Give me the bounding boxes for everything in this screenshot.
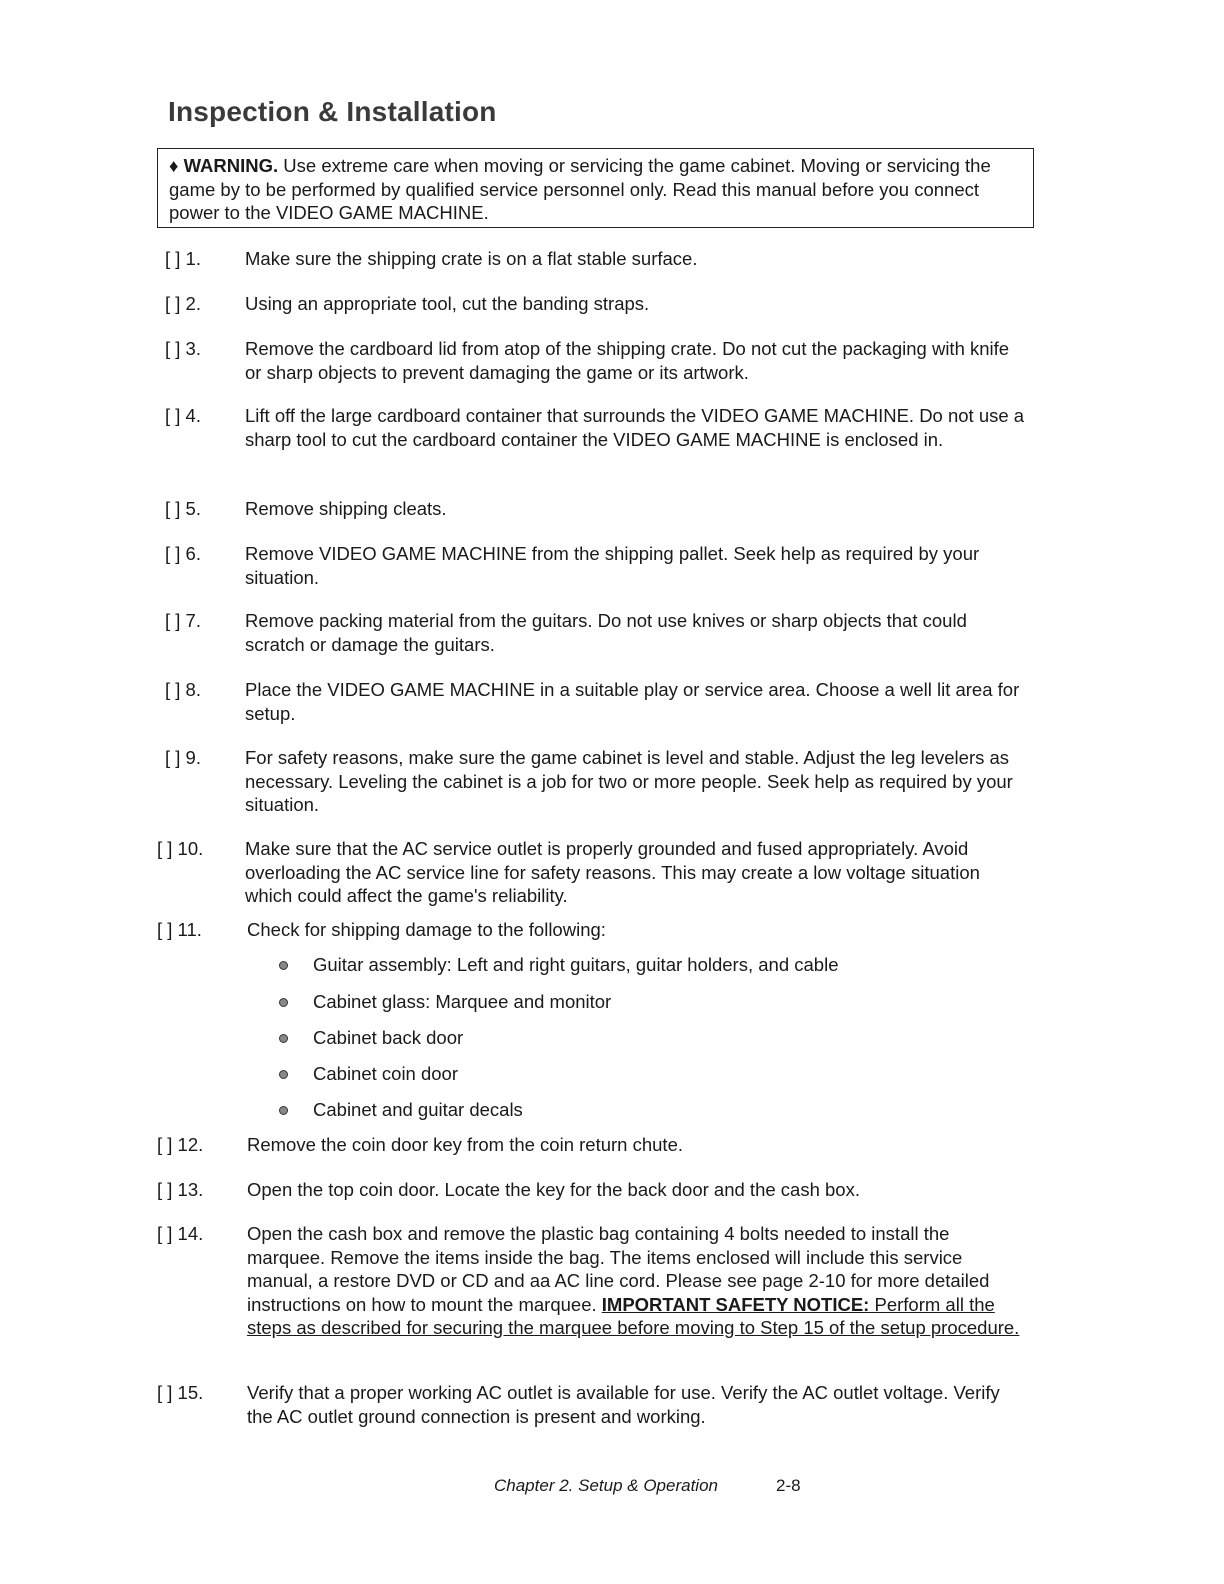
step-text: Make sure the shipping crate is on a flat stable surface. bbox=[245, 248, 698, 269]
warning-bullet: ♦ bbox=[169, 155, 179, 176]
footer-page-number: 2-8 bbox=[776, 1476, 801, 1495]
step-number: [ ] 8. bbox=[165, 679, 201, 700]
list-item-text: Cabinet glass: Marquee and monitor bbox=[313, 991, 612, 1012]
step-number: [ ] 5. bbox=[165, 498, 201, 519]
step-number: [ ] 13. bbox=[157, 1179, 204, 1200]
step-number: [ ] 1. bbox=[165, 248, 201, 269]
safety-notice-text: Perform all the steps as described for securing the marquee before moving to Step 15 of the setup procedure. bbox=[247, 1293, 1020, 1338]
step-number: [ ] 14. bbox=[157, 1223, 204, 1244]
list-item-text: Cabinet back door bbox=[313, 1027, 464, 1048]
warning-text: Use extreme care when moving or servicing the game cabinet. Moving or servicing the game by to be performed by qualified service personnel only. Read this manual before you connect power to the VIDEO GAME MACHINE. bbox=[169, 155, 991, 223]
step-number: [ ] 2. bbox=[165, 293, 201, 314]
step-number: [ ] 15. bbox=[157, 1382, 204, 1403]
step-text: Lift off the large cardboard container that surrounds the VIDEO GAME MACHINE. Do not use a sharp tool to cut the cardboard container the VIDEO GAME MACHINE is enclosed in. bbox=[245, 405, 1025, 450]
warning-lead: WARNING. bbox=[183, 155, 279, 176]
step-text: Verify that a proper working AC outlet is available for use. Verify the AC outlet voltage. Verify the AC outlet ground connection is present and working. bbox=[247, 1382, 1000, 1427]
safety-notice-label: IMPORTANT SAFETY NOTICE: bbox=[601, 1293, 870, 1315]
step-text: Open the top coin door. Locate the key for the back door and the cash box. bbox=[247, 1179, 860, 1200]
list-item-text: Cabinet and guitar decals bbox=[313, 1099, 523, 1120]
step-text: Make sure that the AC service outlet is properly grounded and fused appropriately. Avoid overloading the AC service line for safety reasons. This may create a low voltage situation which could affect the game's reliability. bbox=[245, 838, 980, 906]
bullet-icon bbox=[279, 998, 288, 1007]
step-text bbox=[247, 1222, 1022, 1340]
list-item-text: Cabinet coin door bbox=[313, 1063, 459, 1084]
step-number: [ ] 11. bbox=[157, 919, 202, 940]
step-body: Open the cash box and remove the plastic bag containing 4 bolts needed to install the marquee. Remove the items inside the bag. The items enclosed will include this service manual, a restore DVD or CD and aa AC line cord. Please see page 2-10 for more detailed instructions on how to mount the marquee. bbox=[247, 1223, 990, 1315]
step-number: [ ] 6. bbox=[165, 543, 201, 564]
step-number: [ ] 3. bbox=[165, 338, 201, 359]
step-text: For safety reasons, make sure the game cabinet is level and stable. Adjust the leg levelers as necessary. Leveling the cabinet is a job for two or more people. Seek help as required by your situation. bbox=[245, 747, 1013, 815]
step-text: Remove VIDEO GAME MACHINE from the shipping pallet. Seek help as required by your situation. bbox=[245, 543, 980, 588]
list-item-text: Guitar assembly: Left and right guitars, guitar holders, and cable bbox=[313, 954, 839, 975]
warning-box bbox=[157, 148, 1034, 228]
bullet-icon bbox=[279, 1106, 288, 1115]
step-text: Check for shipping damage to the following: bbox=[247, 919, 606, 940]
step-text: Remove shipping cleats. bbox=[245, 498, 447, 519]
step-text: Remove packing material from the guitars. Do not use knives or sharp objects that could scratch or damage the guitars. bbox=[245, 610, 967, 655]
step-number: [ ] 10. bbox=[157, 838, 204, 859]
step-text: Place the VIDEO GAME MACHINE in a suitable play or service area. Choose a well lit area for setup. bbox=[245, 679, 1020, 724]
step-text: Remove the cardboard lid from atop of the shipping crate. Do not cut the packaging with knife or sharp objects to prevent damaging the game or its artwork. bbox=[245, 338, 1010, 383]
bullet-icon bbox=[279, 1034, 288, 1043]
bullet-icon bbox=[279, 1070, 288, 1079]
step-text: Remove the coin door key from the coin return chute. bbox=[247, 1134, 683, 1155]
step-text: Using an appropriate tool, cut the banding straps. bbox=[245, 293, 650, 314]
step-number: [ ] 7. bbox=[165, 610, 201, 631]
step-number: [ ] 12. bbox=[157, 1134, 204, 1155]
step-number: [ ] 4. bbox=[165, 405, 201, 426]
step-number: [ ] 9. bbox=[165, 747, 201, 768]
page-title: Inspection & Installation bbox=[168, 96, 497, 127]
footer-chapter: Chapter 2. Setup & Operation bbox=[494, 1476, 718, 1495]
bullet-icon bbox=[279, 961, 288, 970]
